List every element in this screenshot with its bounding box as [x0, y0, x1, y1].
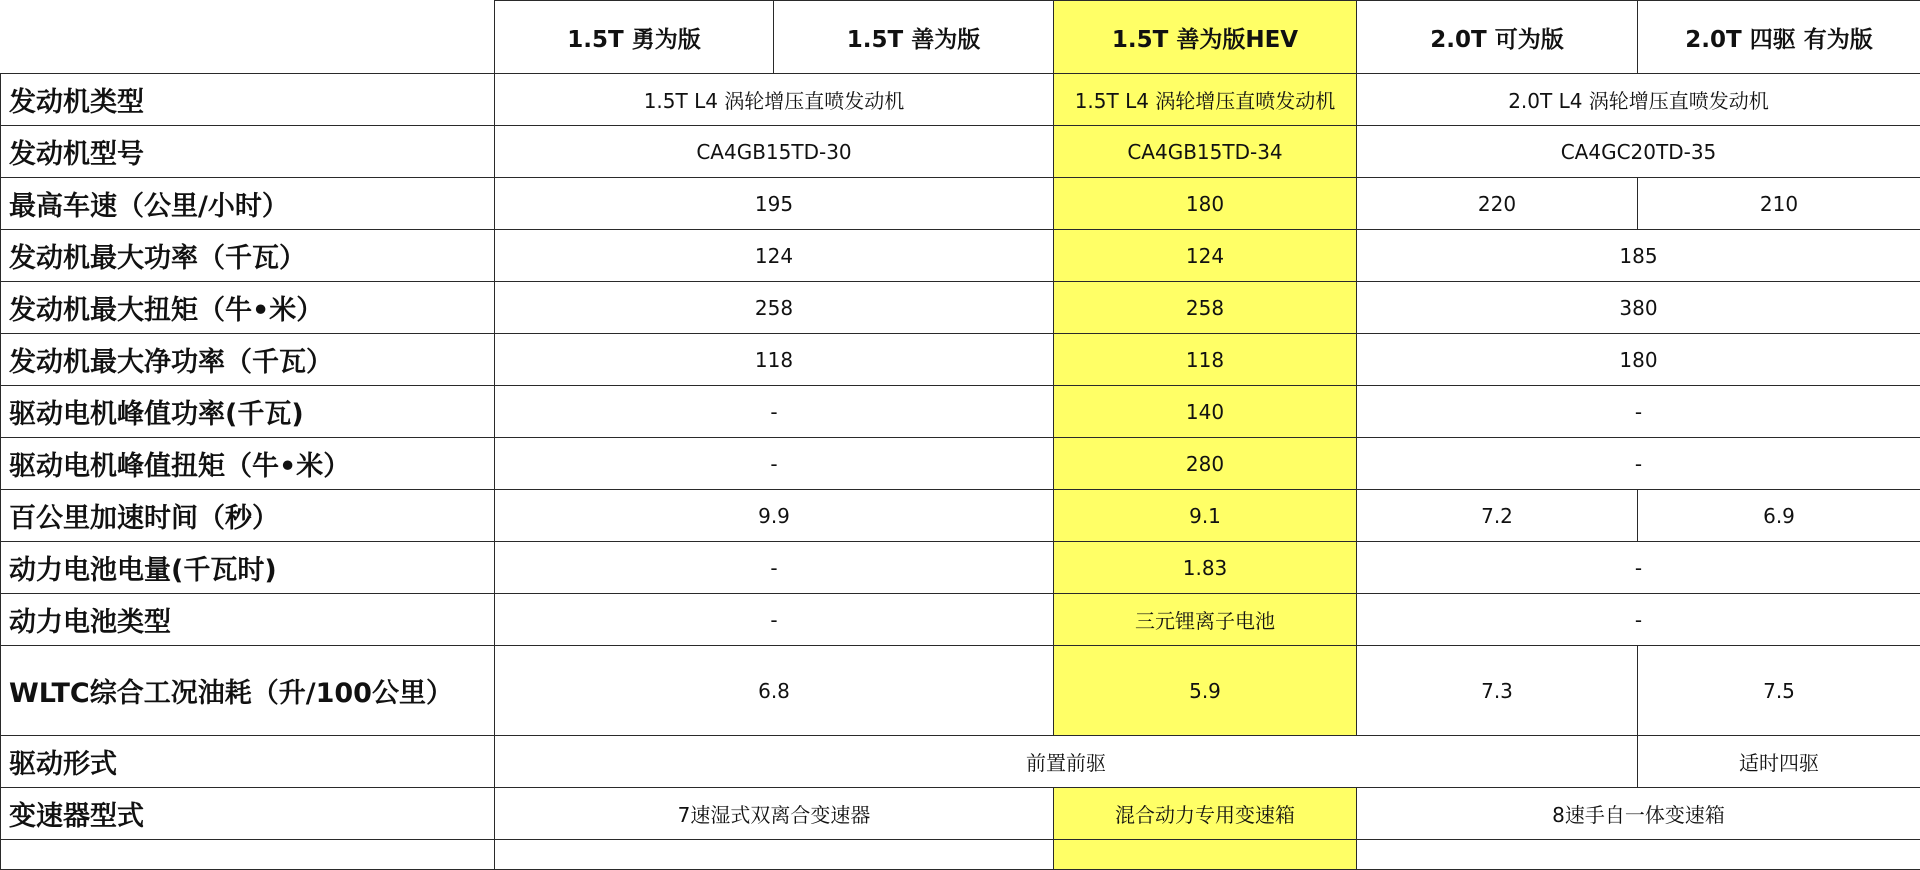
cell-value-hev: 1.5T L4 涡轮增压直喷发动机: [1054, 74, 1357, 126]
cell-value: -: [495, 594, 1054, 646]
cell-value: 220: [1357, 178, 1638, 230]
cell-empty: [1357, 840, 1920, 870]
row-label: 驱动形式: [1, 736, 495, 788]
cell-value: 185: [1357, 230, 1920, 282]
cell-value: 6.8: [495, 646, 1054, 736]
row-transmission: [1, 788, 1920, 840]
row-battery-type: [1, 594, 1920, 646]
header-trim-3-hev: 1.5T 善为版HEV: [1054, 1, 1357, 74]
cell-value-hev: 118: [1054, 334, 1357, 386]
row-motor-peak-power: [1, 386, 1920, 438]
header-trim-2: 1.5T 善为版: [774, 1, 1054, 74]
cell-value: 1.5T L4 涡轮增压直喷发动机: [495, 74, 1054, 126]
header-trim-5: 2.0T 四驱 有为版: [1638, 1, 1920, 74]
row-label: 发动机最大扭矩（牛•米）: [1, 282, 495, 334]
cell-value: 380: [1357, 282, 1920, 334]
cell-value: -: [1357, 594, 1920, 646]
cell-value: 124: [495, 230, 1054, 282]
row-label: WLTC综合工况油耗（升/100公里）: [1, 646, 495, 736]
cell-value: 7.2: [1357, 490, 1638, 542]
row-label: 发动机最大功率（千瓦）: [1, 230, 495, 282]
header-row: [1, 1, 1920, 74]
row-engine-net-power: [1, 334, 1920, 386]
row-label: 发动机类型: [1, 74, 495, 126]
cell-value: 7速湿式双离合变速器: [495, 788, 1054, 840]
cell-value: 210: [1638, 178, 1920, 230]
row-label: 动力电池电量(千瓦时): [1, 542, 495, 594]
cell-empty: [495, 840, 1054, 870]
cell-empty-hev: [1054, 840, 1357, 870]
row-top-speed: [1, 178, 1920, 230]
row-acceleration: [1, 490, 1920, 542]
row-wltc-fuel-consumption: [1, 646, 1920, 736]
row-engine-max-power: [1, 230, 1920, 282]
cell-value-hev: 混合动力专用变速箱: [1054, 788, 1357, 840]
cell-value: 6.9: [1638, 490, 1920, 542]
header-corner: [1, 1, 495, 74]
header-trim-4: 2.0T 可为版: [1357, 1, 1638, 74]
cell-value-hev: 124: [1054, 230, 1357, 282]
row-engine-type: [1, 74, 1920, 126]
row-label: 驱动电机峰值扭矩（牛•米）: [1, 438, 495, 490]
cell-value: -: [1357, 438, 1920, 490]
row-label: 动力电池类型: [1, 594, 495, 646]
row-partial-next: [1, 840, 1920, 870]
cell-value-hev: 180: [1054, 178, 1357, 230]
cell-value: 8速手自一体变速箱: [1357, 788, 1920, 840]
cell-value: -: [495, 386, 1054, 438]
row-label: 发动机最大净功率（千瓦）: [1, 334, 495, 386]
cell-value-hev: 280: [1054, 438, 1357, 490]
row-battery-capacity: [1, 542, 1920, 594]
row-engine-model: [1, 126, 1920, 178]
row-engine-max-torque: [1, 282, 1920, 334]
cell-value: 7.5: [1638, 646, 1920, 736]
cell-value: 前置前驱: [495, 736, 1638, 788]
cell-value: -: [495, 542, 1054, 594]
cell-value: 118: [495, 334, 1054, 386]
cell-value-hev: 258: [1054, 282, 1357, 334]
cell-value: 180: [1357, 334, 1920, 386]
row-motor-peak-torque: [1, 438, 1920, 490]
row-label: 最高车速（公里/小时）: [1, 178, 495, 230]
row-label: 发动机型号: [1, 126, 495, 178]
cell-value: CA4GB15TD-30: [495, 126, 1054, 178]
cell-value: -: [1357, 542, 1920, 594]
cell-value: 195: [495, 178, 1054, 230]
cell-value: 7.3: [1357, 646, 1638, 736]
row-label: 变速器型式: [1, 788, 495, 840]
cell-value-hev: 三元锂离子电池: [1054, 594, 1357, 646]
cell-value-hev: 5.9: [1054, 646, 1357, 736]
row-label-empty: [1, 840, 495, 870]
cell-value: 258: [495, 282, 1054, 334]
row-drive-type: [1, 736, 1920, 788]
row-label: 百公里加速时间（秒）: [1, 490, 495, 542]
cell-value: CA4GC20TD-35: [1357, 126, 1920, 178]
cell-value-hev: 9.1: [1054, 490, 1357, 542]
header-trim-1: 1.5T 勇为版: [495, 1, 774, 74]
cell-value: 2.0T L4 涡轮增压直喷发动机: [1357, 74, 1920, 126]
cell-value: 适时四驱: [1638, 736, 1920, 788]
cell-value-hev: CA4GB15TD-34: [1054, 126, 1357, 178]
row-label: 驱动电机峰值功率(千瓦): [1, 386, 495, 438]
cell-value-hev: 140: [1054, 386, 1357, 438]
cell-value: -: [1357, 386, 1920, 438]
cell-value-hev: 1.83: [1054, 542, 1357, 594]
cell-value: -: [495, 438, 1054, 490]
cell-value: 9.9: [495, 490, 1054, 542]
